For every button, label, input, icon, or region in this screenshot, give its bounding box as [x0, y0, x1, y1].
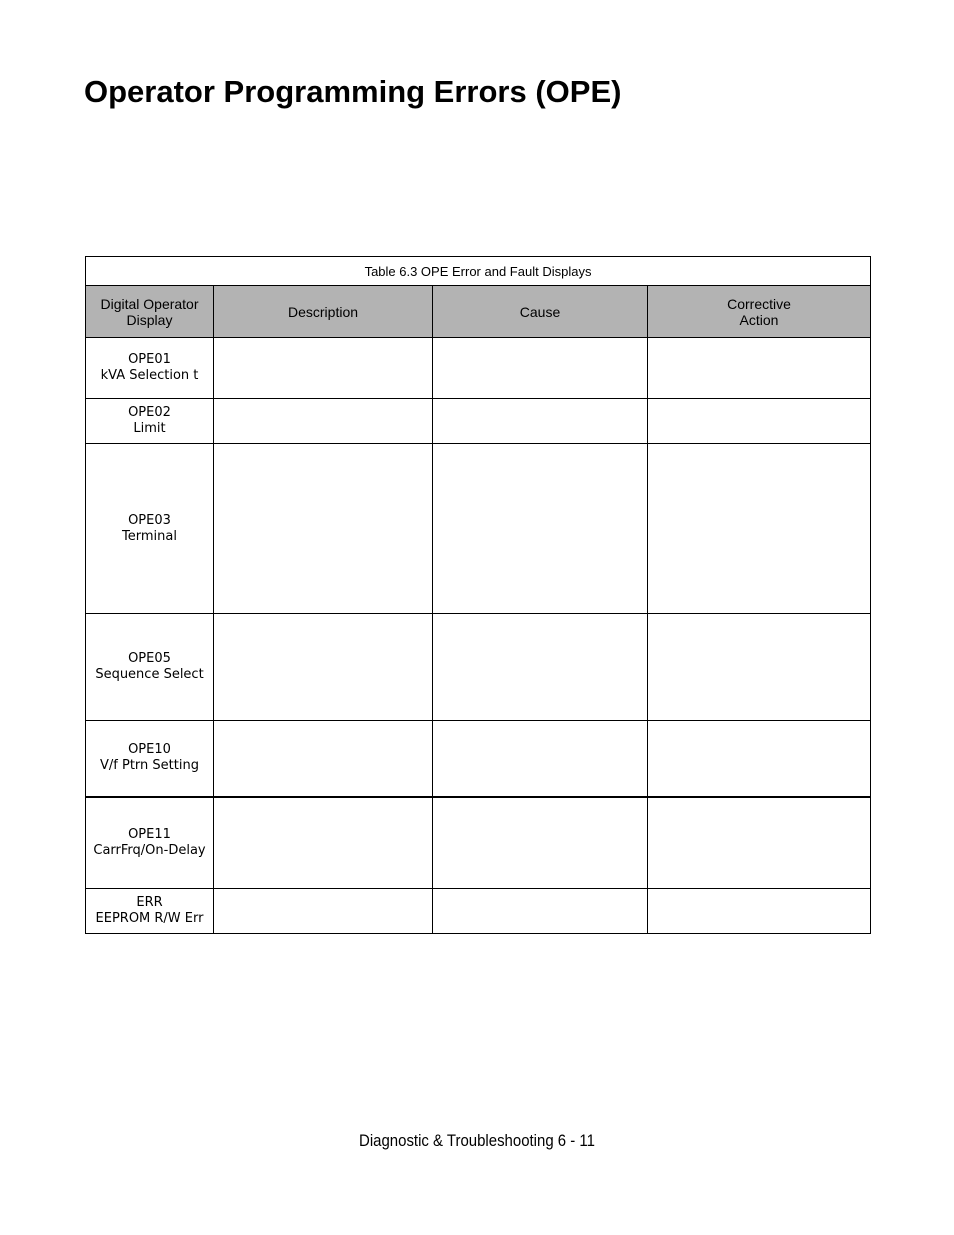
action-cell — [648, 797, 871, 889]
error-code: OPE10 — [128, 742, 171, 758]
error-code: OPE02 — [128, 405, 171, 420]
table-row — [86, 721, 871, 797]
description-cell — [214, 889, 433, 934]
page-title: Operator Programming Errors (OPE) — [84, 74, 622, 109]
cause-cell — [433, 399, 648, 444]
action-cell — [648, 721, 871, 797]
description-cell — [214, 444, 433, 614]
action-cell — [648, 889, 871, 934]
display-cell — [86, 721, 214, 797]
cause-cell — [433, 338, 648, 399]
cause-cell — [433, 721, 648, 797]
error-name: Limit — [133, 421, 166, 436]
display-cell — [86, 797, 214, 889]
description-cell — [214, 614, 433, 721]
display-cell — [86, 338, 214, 399]
header-action-line1: Corrective — [727, 295, 791, 312]
error-code: OPE05 — [128, 651, 171, 666]
action-cell — [648, 444, 871, 614]
table-row — [86, 889, 871, 934]
error-name: V/f Ptrn Setting — [100, 758, 199, 774]
table-row — [86, 797, 871, 889]
action-cell — [648, 338, 871, 399]
cause-cell — [433, 797, 648, 889]
error-code: ERR — [136, 895, 163, 910]
header-action-line2: Action — [739, 311, 779, 328]
table-row — [86, 338, 871, 399]
header-description: Description — [214, 286, 433, 338]
table-header-row — [86, 286, 871, 338]
header-display-line2: Display — [126, 311, 173, 328]
error-name: Terminal — [122, 528, 177, 544]
ope-error-table — [85, 256, 871, 934]
display-cell — [86, 444, 214, 614]
action-cell — [648, 614, 871, 721]
display-cell — [86, 889, 214, 934]
display-cell — [86, 399, 214, 444]
table-caption: Table 6.3 OPE Error and Fault Displays — [86, 257, 871, 286]
error-code: OPE01 — [128, 352, 171, 367]
cause-cell — [433, 614, 648, 721]
table-row — [86, 399, 871, 444]
display-cell — [86, 614, 214, 721]
action-cell — [648, 399, 871, 444]
header-display — [86, 286, 214, 338]
header-cause: Cause — [433, 286, 648, 338]
description-cell — [214, 797, 433, 889]
error-name: Sequence Select — [95, 667, 204, 682]
cause-cell — [433, 889, 648, 934]
description-cell — [214, 721, 433, 797]
error-code: OPE03 — [128, 512, 171, 528]
error-code: OPE11 — [128, 826, 171, 842]
error-name: CarrFrq/On-Delay — [93, 842, 206, 858]
error-name: kVA Selection t — [100, 368, 199, 383]
header-display-line1: Digital Operator — [100, 295, 199, 312]
description-cell — [214, 338, 433, 399]
table-row — [86, 444, 871, 614]
error-name: EEPROM R/W Err — [95, 911, 204, 926]
description-cell — [214, 399, 433, 444]
table-row — [86, 614, 871, 721]
page-footer: Diagnostic & Troubleshooting 6 - 11 — [359, 1131, 595, 1150]
cause-cell — [433, 444, 648, 614]
header-action — [648, 286, 871, 338]
